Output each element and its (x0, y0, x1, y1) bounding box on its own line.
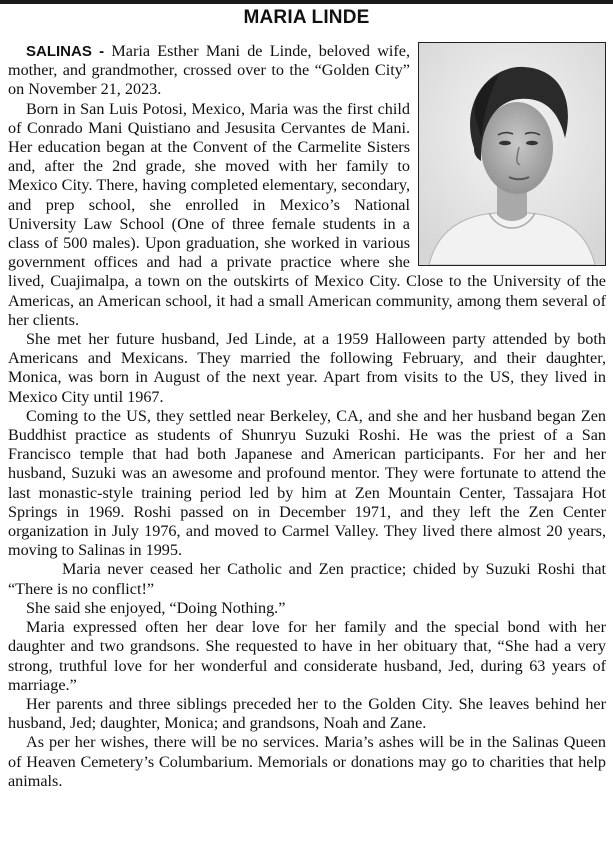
paragraph-text: Coming to the US, they settled near Berkeley, CA, and she and her husband began Zen Buddhist practice as students of Shunryu Suzuki Roshi. He was the priest of a San Francisco temple that had both Japanese and American participants. For her and her husband, Suzuki was an awesome and profound mentor. They were fortunate to attend the last monastic-style training period led by him at Zen Mountain Center, Tassajara Hot Springs in 1969. Roshi passed on in December 1971, and they left the Zen Center organization in July 1976, and moved to Carmel Valley. They lived there almost 20 years, moving to Salinas in 1995. (8, 406, 606, 560)
obituary-title: MARIA LINDE (243, 7, 370, 28)
paragraph-text: Maria Esther Mani de Linde, beloved wife, mother, and grandmother, crossed over to the “Golden City” on November 21, 2023. (8, 42, 410, 99)
paragraph-text: She met her future husband, Jed Linde, at a 1959 Halloween party attended by both Americans and Mexicans. They married the following February, and their daughter, Monica, was born in August of the next year. Apart from visits to the US, they lived in Mexico City until 1967. (8, 330, 606, 406)
portrait-photo-icon (418, 42, 606, 266)
obituary-body (8, 42, 606, 791)
paragraph-text: Maria expressed often her dear love for her family and the special bond with her daughter and two grandsons. She requested to have in her obituary that, “She had a very strong, truthful love for her wonderful and considerate husband, Jed, during 63 years of marriage.” (8, 618, 606, 694)
paragraph-text: Her parents and three siblings preceded her to the Golden City. She leaves behind her husband, Jed; daughter, Monica; and grandsons, Noah and Zane. (8, 694, 606, 733)
dateline: SALINAS - (26, 43, 105, 60)
top-rule (0, 0, 613, 4)
paragraph-text: As per her wishes, there will be no services. Maria’s ashes will be in the Salinas Queen of Heaven Cemetery’s Columbarium. Memorials or donations may go to charities that help animals. (8, 733, 606, 790)
paragraph-text: Born in San Luis Potosi, Mexico, Maria was the first child of Conrado Mani Quistiano and Jesusita Cervantes de Mani. Her education began at the Convent of the Carmelite Sisters and, after the 2nd grade, she moved with her family to Mexico City. There, having completed elementary, secondary, and prep school, she enrolled in Mexico’s National University Law School (One of three female students in a class of 500 males). Upon graduation, she worked in various government offices and had a private practice where she lived, Cuajimalpa, a town on the outskirts of Mexico City. Close to the University of the Americas, an American school, it had a small American community, among them several of her clients. (8, 99, 606, 329)
paragraph-text: She said she enjoyed, “Doing Nothing.” (26, 598, 286, 617)
paragraph-text: Maria never ceased her Catholic and Zen practice; chided by Suzuki Roshi that “There is no conflict!” (8, 560, 606, 598)
